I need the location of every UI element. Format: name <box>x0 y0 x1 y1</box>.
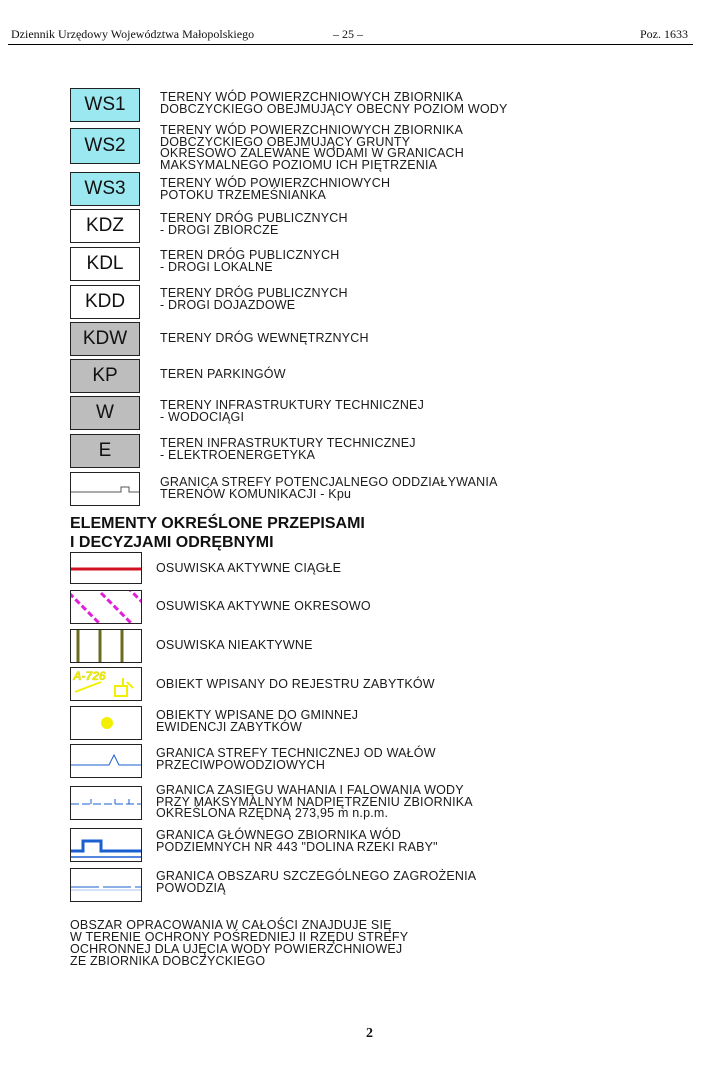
legend-row-kdd <box>70 285 630 319</box>
journal-position: Poz. 1633 <box>640 27 688 41</box>
symbol-municipal-monument <box>70 706 142 740</box>
legend-label: TERENY WÓD POWIERZCHNIOWYCH POTOKU TRZEMEŚNIANKA <box>160 176 391 202</box>
symbol-landslide-active <box>70 552 142 584</box>
legend-code-box: KDZ <box>70 209 140 243</box>
legend-label: TERENY DRÓG PUBLICZNYCH - DROGI DOJAZDOWE <box>160 286 348 312</box>
journal-page-marker: – 25 – <box>333 27 363 41</box>
legend-label: TERENY INFRASTRUKTURY TECHNICZNEJ - WODOCIĄGI <box>160 398 425 424</box>
legend-code-box: KDD <box>70 285 140 319</box>
symbol-label: OBIEKT WPISANY DO REJESTRU ZABYTKÓW <box>156 677 435 691</box>
legend-row-kdz <box>70 209 630 243</box>
journal-title: Dziennik Urzędowy Województwa Małopolskiego <box>11 27 255 41</box>
protection-zone-note: OBSZAR OPRACOWANIA W CAŁOŚCI ZNAJDUJE SIĘ W TERENIE OCHRONY POŚREDNIEJ II RZĘDU STREFY OCHRONNEJ DLA UJĘCIA WODY POWIERZCHNIOWEJ ZE ZBIORNIKA DOBCZYCKIEGO <box>70 918 409 968</box>
legend-row-ws2 <box>70 123 630 172</box>
legend-code-box <box>70 472 140 506</box>
legend-row-e <box>70 434 630 468</box>
symbol-landslide-inactive <box>70 629 142 663</box>
legend-code-box: WS3 <box>70 172 140 206</box>
legend-code-box: KDL <box>70 247 140 281</box>
symbol-wave-range <box>70 786 142 820</box>
legend-code-box: E <box>70 434 140 468</box>
symbol-label: OSUWISKA NIEAKTYWNE <box>156 638 313 652</box>
page-number: 2 <box>366 1026 373 1041</box>
symbol-groundwater-reservoir <box>70 828 142 862</box>
legend-code-box: WS2 <box>70 128 140 164</box>
legend-row-w <box>70 396 630 430</box>
header-rule <box>8 44 693 45</box>
legend-row-ws1 <box>70 88 630 122</box>
legend-code-box: KP <box>70 359 140 393</box>
legend-label: TEREN PARKINGÓW <box>160 367 286 381</box>
symbol-registered-monument <box>70 667 142 701</box>
legend-label: TEREN INFRASTRUKTURY TECHNICZNEJ - ELEKTROENERGETYKA <box>160 436 416 462</box>
symbol-label: GRANICA STREFY TECHNICZNEJ OD WAŁÓW PRZECIWPOWODZIOWYCH <box>156 746 436 772</box>
symbol-levee-zone <box>70 744 142 778</box>
impact-zone-border-symbol <box>71 473 139 505</box>
symbol-label: OSUWISKA AKTYWNE OKRESOWO <box>156 599 371 613</box>
section-title: ELEMENTY OKREŚLONE PRZEPISAMI I DECYZJAMI ODRĘBNYMI <box>70 515 365 551</box>
legend-code-box: W <box>70 396 140 430</box>
legend-label: GRANICA STREFY POTENCJALNEGO ODDZIAŁYWANIA TERENÓW KOMUNIKACJI - Kpu <box>160 475 498 501</box>
legend-row-kdw <box>70 322 630 356</box>
symbol-flood-risk <box>70 868 142 902</box>
legend-label: TEREN DRÓG PUBLICZNYCH - DROGI LOKALNE <box>160 248 340 274</box>
symbol-label: GRANICA OBSZARU SZCZEGÓLNEGO ZAGROŻENIA POWODZIĄ <box>156 869 477 895</box>
legend-label: TERENY DRÓG PUBLICZNYCH - DROGI ZBIORCZE <box>160 211 348 237</box>
symbol-label: OBIEKTY WPISANE DO GMINNEJ EWIDENCJI ZABYTKÓW <box>156 708 359 734</box>
legend-label: TERENY WÓD POWIERZCHNIOWYCH ZBIORNIKA DOBCZYCKIEGO OBEJMUJĄCY OBECNY POZIOM WODY <box>160 90 508 116</box>
symbol-label: GRANICA GŁÓWNEGO ZBIORNIKA WÓD PODZIEMNYCH NR 443 "DOLINA RZEKI RABY" <box>156 828 438 854</box>
symbol-label: GRANICA ZASIĘGU WAHANIA I FALOWANIA WODY PRZY MAKSYMALNYM NADPIĘTRZENIU ZBIORNIKA OKREŚLONA RZĘDNĄ 273,95 m n.p.m. <box>156 783 473 820</box>
symbol-landslide-periodic <box>70 590 142 624</box>
legend-code-box: WS1 <box>70 88 140 122</box>
legend-row-kp <box>70 359 630 393</box>
monument-badge-text: A-726 <box>73 669 106 683</box>
legend-row-ws3 <box>70 172 630 206</box>
legend-label: TERENY DRÓG WEWNĘTRZNYCH <box>160 331 369 345</box>
legend-code-box: KDW <box>70 322 140 356</box>
legend-row-kdl <box>70 247 630 281</box>
legend-row-kpu <box>70 472 630 506</box>
symbol-label: OSUWISKA AKTYWNE CIĄGŁE <box>156 561 342 575</box>
legend-label: TERENY WÓD POWIERZCHNIOWYCH ZBIORNIKA DOBCZYCKIEGO OBEJMUJĄCY GRUNTY OKRESOWO ZALEWANE WODAMI W GRANICACH MAKSYMALNEGO POZIOMU ICH PIĘTRZENIA <box>160 123 464 172</box>
